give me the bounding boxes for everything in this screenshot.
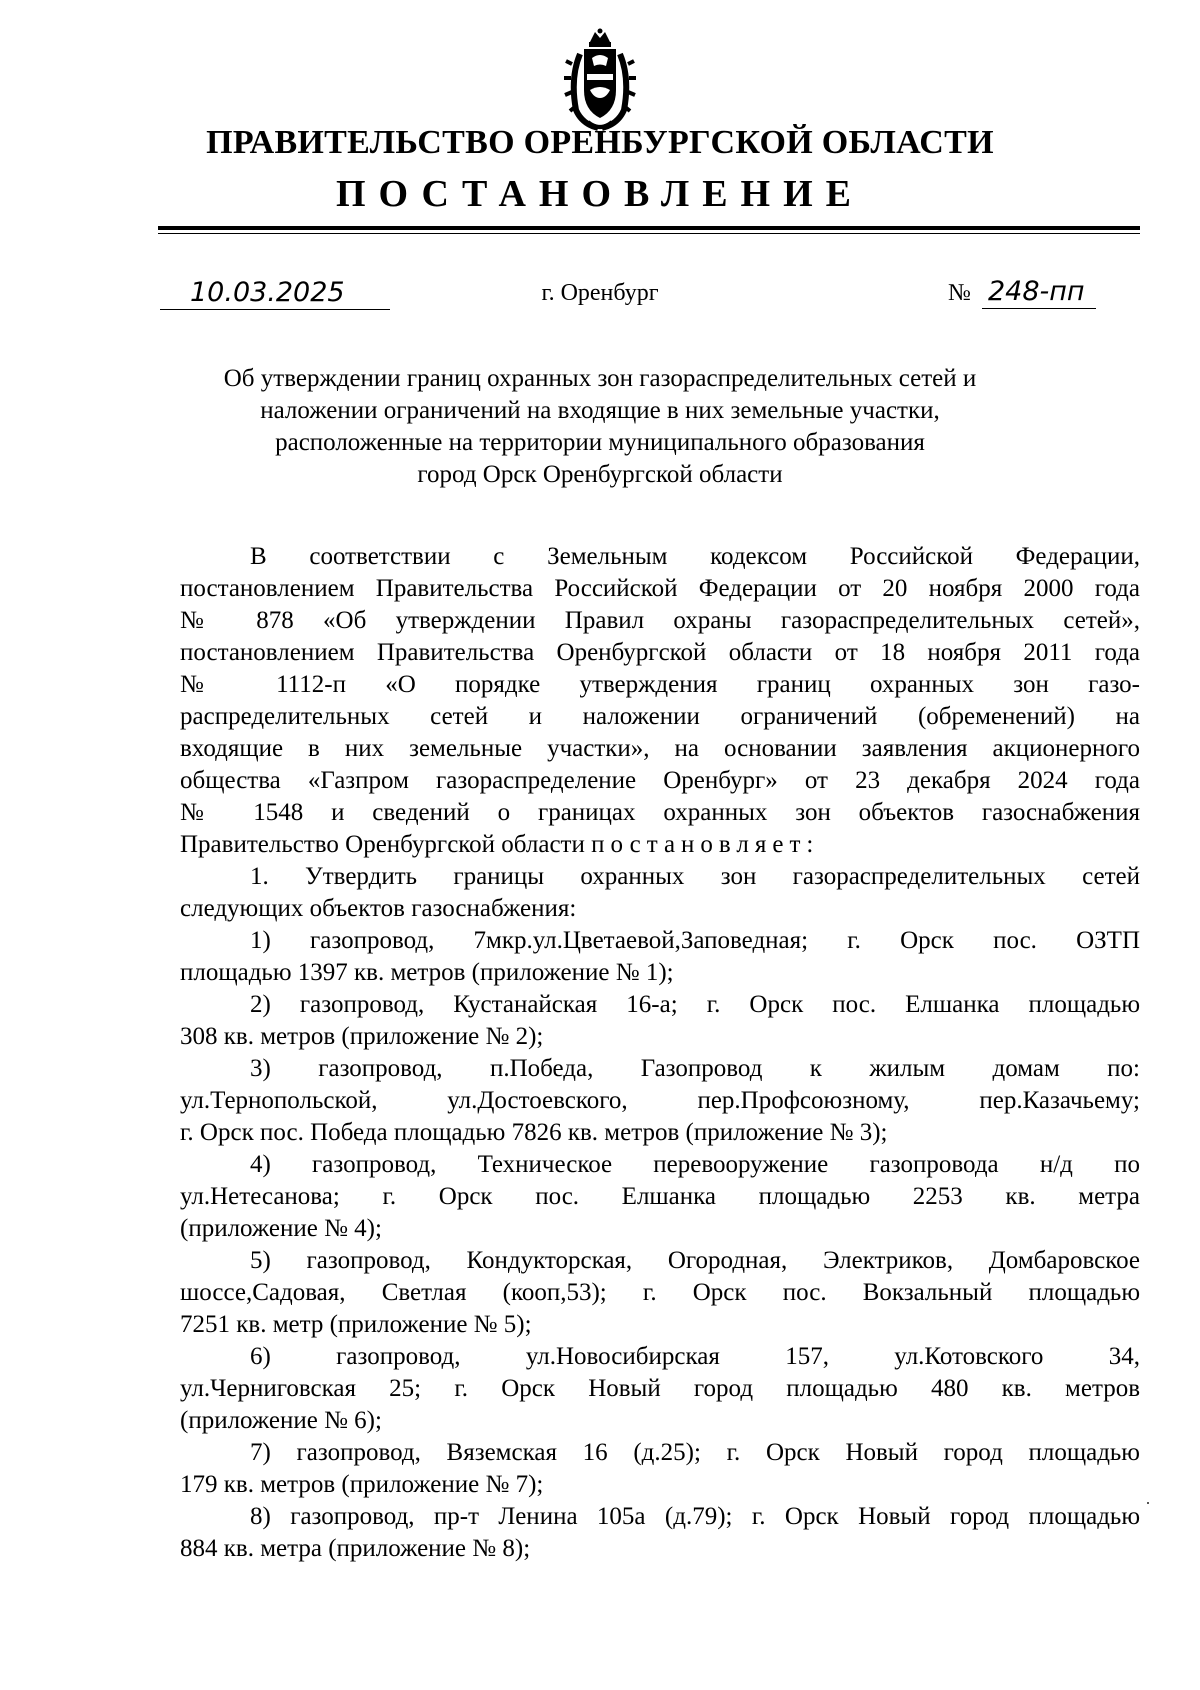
body-line: 8) газопровод, пр-т Ленина 105а (д.79); г. Орск Новый город площадью [250,1503,1140,1530]
body-line: следующих объектов газоснабжения: [180,895,577,922]
title-line: наложении ограничений на входящие в них земельные участки, [260,397,940,424]
body-line: № 1112-п «О порядке утверждения границ охранных зон газо- [180,671,1140,698]
body-line: 3) газопровод, п.Победа, Газопровод к жилым домам по: [250,1055,1140,1082]
body-text: Правительство Оренбургской области [180,831,585,858]
body-line: 179 кв. метров (приложение № 7); [180,1471,544,1498]
body-line: ул.Тернопольской, ул.Достоевского, пер.Профсоюзному, пер.Казачьему; [180,1087,1140,1114]
body-line: 2) газопровод, Кустанайская 16-а; г. Орск пос. Елшанка площадью [250,991,1140,1018]
body-line: 308 кв. метров (приложение № 2); [180,1023,544,1050]
title-line: город Орск Оренбургской области [417,461,783,488]
number-field [982,274,1096,309]
body-line: 1. Утвердить границы охранных зон газораспределительных сетей [250,863,1140,890]
header-divider-thick [158,226,1140,230]
body-line: (приложение № 4); [180,1215,382,1242]
coat-of-arms-icon [562,28,638,132]
handwritten-number: 248-пп [988,276,1085,307]
body-line: ул.Черниговская 25; г. Орск Новый город площадью 480 кв. метров [180,1375,1140,1402]
header-divider-thin [158,233,1140,234]
body-line: 884 кв. метра (приложение № 8); [180,1535,531,1562]
body-line: 7) газопровод, Вяземская 16 (д.25); г. Орск Новый город площадью [250,1439,1140,1466]
body-line: (приложение № 6); [180,1407,382,1434]
title-line: Об утверждении границ охранных зон газораспределительных сетей и [223,365,977,392]
body-line: площадью 1397 кв. метров (приложение № 1); [180,959,674,986]
body-line: г. Орск пос. Победа площадью 7826 кв. метров (приложение № 3); [180,1119,888,1146]
organization-name: ПРАВИТЕЛЬСТВО ОРЕНБУРГСКОЙ ОБЛАСТИ [206,124,994,161]
body-line: 5) газопровод, Кондукторская, Огородная, Электриков, Домбаровское [250,1247,1140,1274]
handwritten-date: 10.03.2025 [190,277,345,308]
title-line: расположенные на территории муниципального образования [275,429,925,456]
body-line: № 878 «Об утверждении Правил охраны газораспределительных сетей», [180,607,1140,634]
body-line: 7251 кв. метр (приложение № 5); [180,1311,532,1338]
body-line: В соответствии с Земельным кодексом Российской Федерации, [250,543,1140,570]
scan-speck [1147,1502,1149,1504]
body-line [180,829,1140,861]
body-line: 1) газопровод, 7мкр.ул.Цветаевой,Заповедная; г. Орск пос. ОЗТП [250,927,1140,954]
city-label: г. Оренбург [541,280,659,306]
document-title [180,363,1020,491]
resolution-word: постановляет: [591,831,820,858]
body-line: общества «Газпром газораспределение Оренбург» от 23 декабря 2024 года [180,767,1140,794]
body-line: № 1548 и сведений о границах охранных зон объектов газоснабжения [180,799,1140,826]
body-line: входящие в них земельные участки», на основании заявления акционерного [180,735,1140,762]
body-line: ул.Нетесанова; г. Орск пос. Елшанка площадью 2253 кв. метра [180,1183,1140,1210]
body-line: 6) газопровод, ул.Новосибирская 157, ул.Котовского 34, [250,1343,1140,1370]
document-type: ПОСТАНОВЛЕНИЕ [335,173,865,215]
body-line: постановлением Правительства Российской Федерации от 20 ноября 2000 года [180,575,1140,602]
body-line: шоссе,Садовая, Светлая (кооп,53); г. Орск пос. Вокзальный площадью [180,1279,1140,1306]
document-body [180,541,1140,1565]
body-line: постановлением Правительства Оренбургской области от 18 ноября 2011 года [180,639,1140,666]
number-prefix: № [948,280,971,306]
body-line: распределительных сетей и наложении ограничений (обременений) на [180,703,1140,730]
body-line: 4) газопровод, Техническое перевооружение газопровода н/д по [250,1151,1140,1178]
